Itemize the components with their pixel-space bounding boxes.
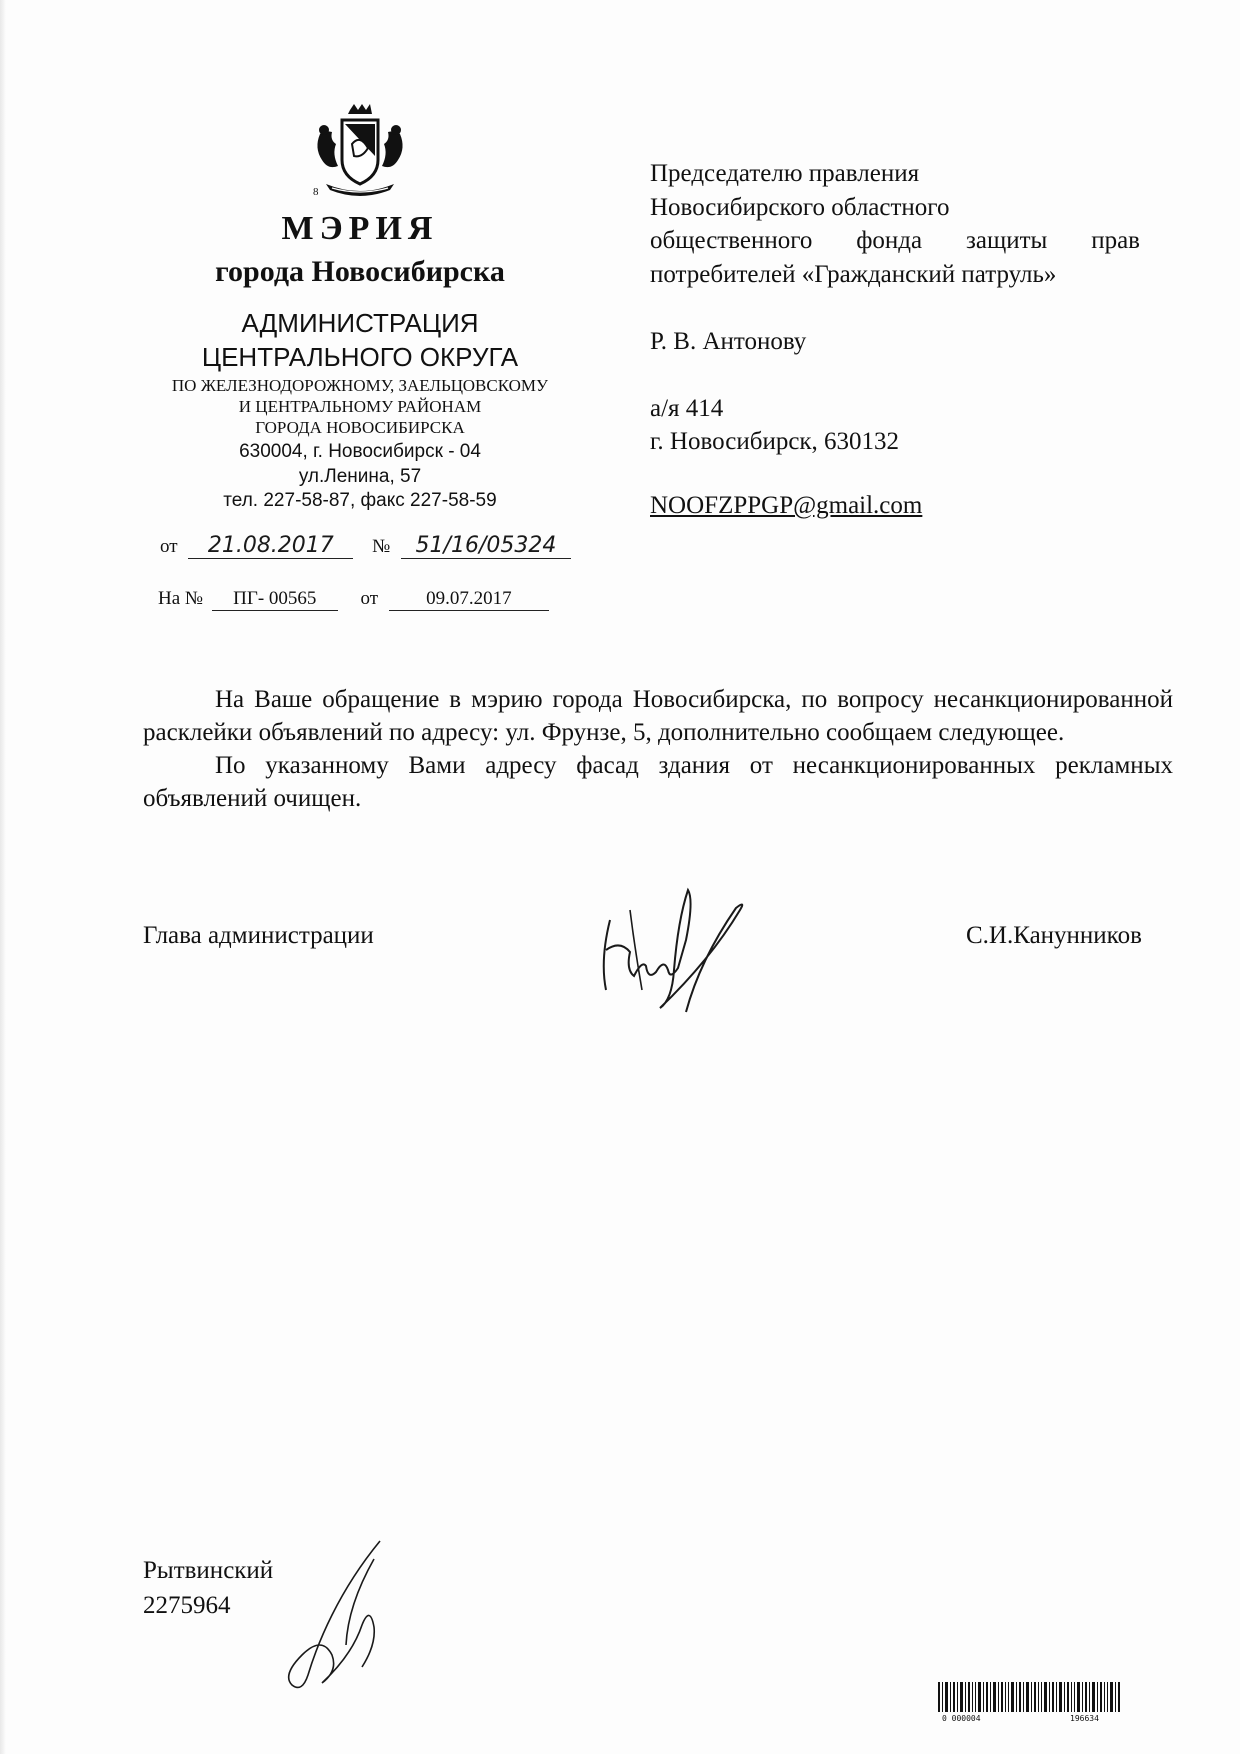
body-paragraph-1: На Ваше обращение в мэрию города Новосибирска, по вопросу несанкционированной расклейки объявлений по адресу: ул. Фрунзе, 5, дополнительно сообщаем следующее.: [143, 686, 1173, 746]
address-line-2: ул.Ленина, 57: [298, 466, 422, 487]
reply-label: На №: [158, 588, 204, 609]
coat-of-arms-icon: [312, 104, 408, 200]
addressee-name: Р. В. Антонову: [650, 328, 807, 355]
reply-from-label: от: [360, 588, 379, 609]
signatory-title: Глава администрации: [143, 922, 374, 949]
mayor-city: города Новосибирска: [215, 255, 505, 288]
admin-line-1: АДМИНИСТРАЦИЯ: [241, 308, 479, 338]
letter-body: [143, 683, 1173, 815]
from-label: от: [160, 536, 178, 557]
registration-row: [160, 534, 571, 559]
scan-edge-shadow: [0, 0, 6, 1754]
executor-phone: 2275964: [143, 1592, 231, 1619]
number-label: №: [372, 536, 391, 557]
barcode-digits-left: 0 000004: [942, 1714, 981, 1723]
executor-signature-icon: [262, 1535, 412, 1695]
outgoing-date: 21.08.2017: [188, 534, 353, 559]
addressee-line-2: Новосибирского областного: [650, 193, 950, 221]
districts-line-1: ПО ЖЕЛЕЗНОДОРОЖНОМУ, ЗАЕЛЬЦОВСКОМУ: [171, 376, 549, 395]
body-paragraph-2: По указанному Вами адресу фасад здания от несанкционированных рекламных объявлений очищен.: [143, 752, 1173, 812]
address-line-1: 630004, г. Новосибирск - 04: [239, 441, 481, 462]
districts-line-3: ГОРОДА НОВОСИБИРСКА: [255, 418, 465, 437]
addressee-line-3: общественного фонда защиты прав: [650, 227, 1140, 254]
executor-name: Рытвинский: [143, 1557, 274, 1584]
mayor-title: МЭРИЯ: [281, 210, 439, 247]
emblem-number: 8: [313, 186, 319, 198]
address-line-3: тел. 227-58-87, факс 227-58-59: [223, 490, 497, 511]
reply-date: 09.07.2017: [389, 588, 549, 611]
addressee-po-box: а/я 414: [650, 395, 724, 422]
reply-number: ПГ- 00565: [212, 588, 338, 611]
reply-row: [158, 588, 549, 611]
barcode-digits-right: 196634: [1070, 1714, 1099, 1723]
addressee-line-4: потребителей «Гражданский патруль»: [650, 260, 1057, 288]
admin-line-2: ЦЕНТРАЛЬНОГО ОКРУГА: [201, 342, 519, 372]
addressee-city: г. Новосибирск, 630132: [650, 428, 900, 455]
addressee-line-1: Председателю правления: [650, 160, 920, 187]
addressee-block: [650, 157, 1140, 291]
outgoing-number: 51/16/05324: [401, 534, 571, 559]
head-signature-icon: [590, 880, 760, 1020]
addressee-email[interactable]: NOOFZPPGP@gmail.com: [650, 492, 923, 519]
districts-line-2: И ЦЕНТРАЛЬНОМУ РАЙОНАМ: [238, 397, 482, 416]
signatory-name: С.И.Канунников: [966, 922, 1142, 949]
